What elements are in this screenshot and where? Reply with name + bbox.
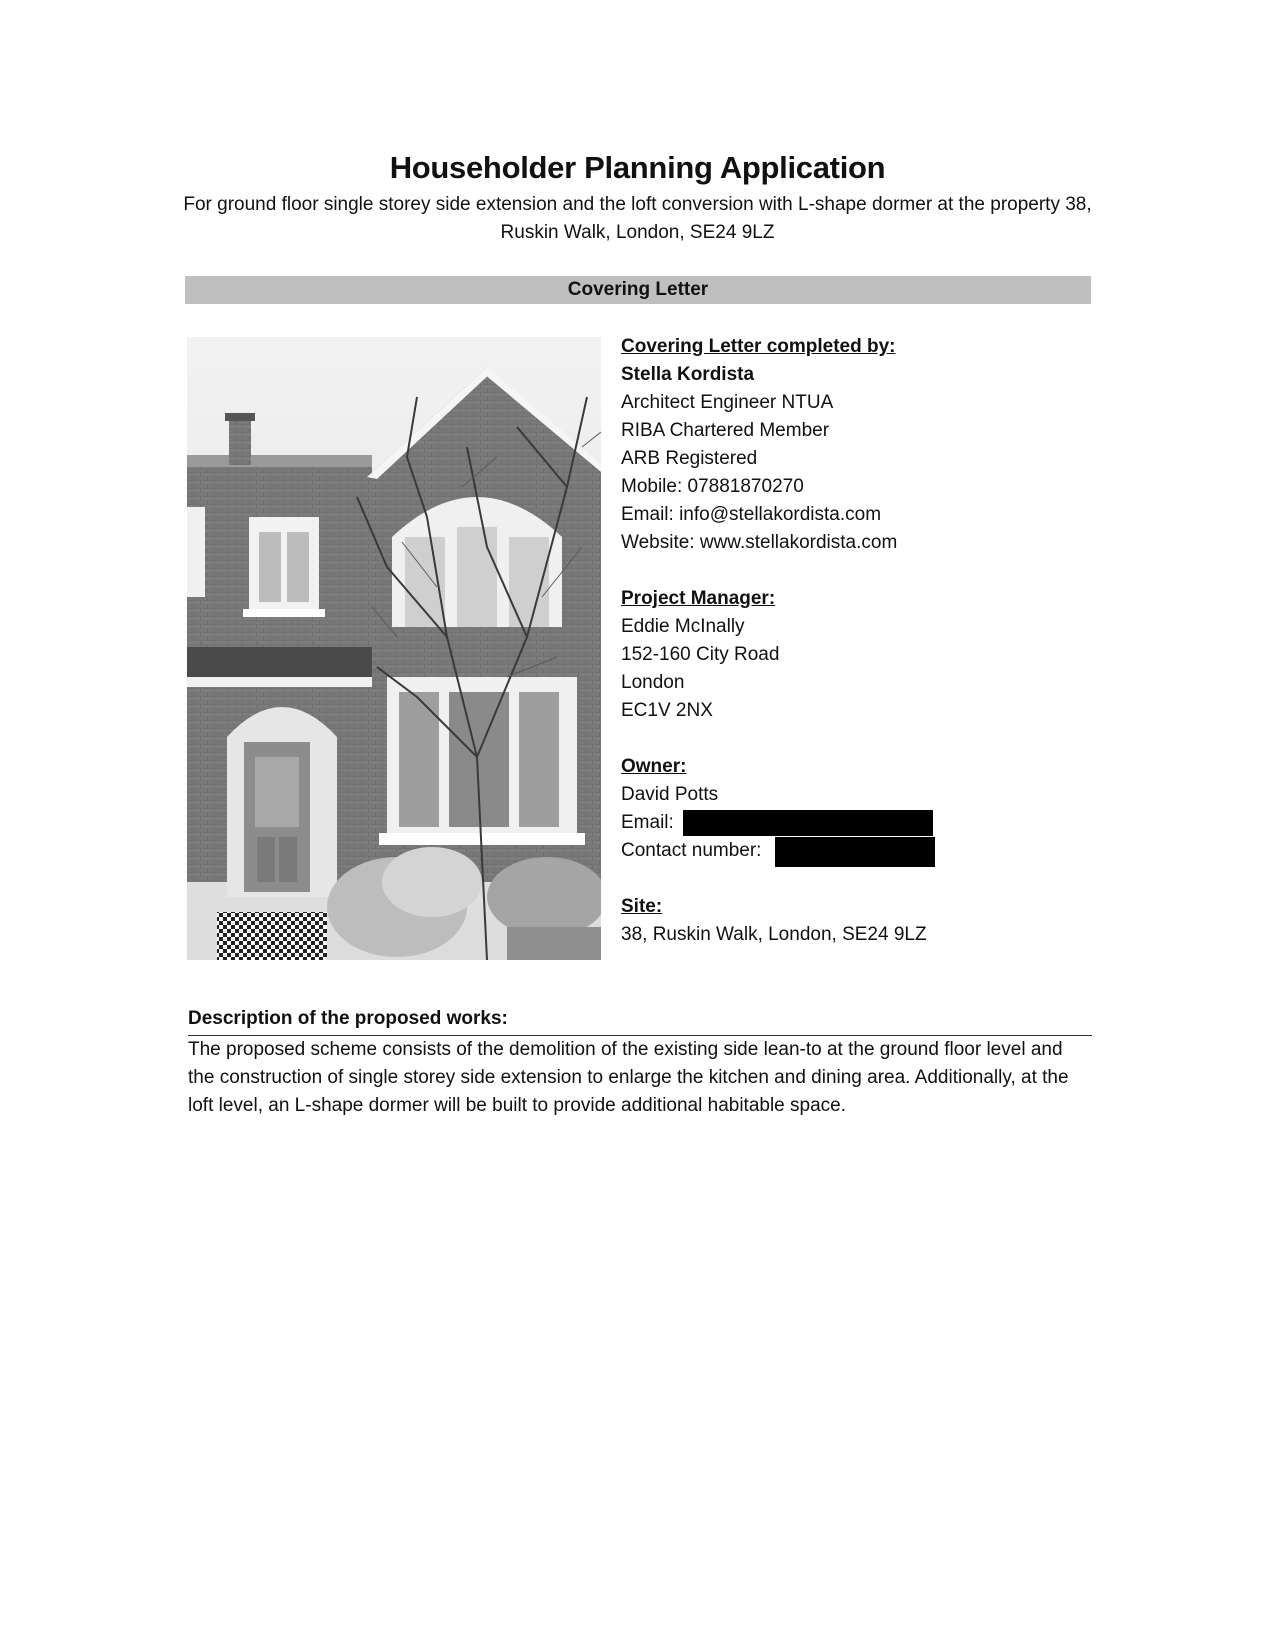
owner-email-row <box>621 809 1081 837</box>
owner-contact-row <box>621 837 1081 865</box>
architect-name: Stella Kordista <box>621 364 755 385</box>
owner-contact-label: Contact number: <box>621 840 762 861</box>
house-photo <box>187 337 601 960</box>
contact-details <box>621 333 1081 949</box>
redacted-phone-block <box>775 837 935 867</box>
completed-by-heading: Covering Letter completed by: <box>621 336 896 357</box>
document-title: Householder Planning Application <box>389 150 886 185</box>
owner-heading: Owner: <box>621 756 687 777</box>
architect-detail-line: RIBA Chartered Member <box>621 420 830 441</box>
project-manager-postcode: EC1V 2NX <box>621 700 713 721</box>
site-address: 38, Ruskin Walk, London, SE24 9LZ <box>621 924 927 945</box>
project-manager-name: Eddie McInally <box>621 616 745 637</box>
section-bar-covering-letter: Covering Letter <box>185 276 1091 304</box>
description-heading: Description of the proposed works: <box>188 1005 1092 1036</box>
house-photo-icon <box>187 337 601 960</box>
description-body: The proposed scheme consists of the demolition of the existing side lean-to at the ground floor level and the construction of single storey side extension to enlarge the kitchen and dining area. Additionally, at the loft level, an L-shape dormer will be built to provide additional habitable space. <box>188 1039 1069 1116</box>
redacted-email-block <box>683 810 933 836</box>
owner-email-label: Email: <box>621 812 674 833</box>
project-manager-address-line: London <box>621 672 685 693</box>
owner-name: David Potts <box>621 784 719 805</box>
architect-email: Email: info@stellakordista.com <box>621 504 882 525</box>
architect-detail-line: ARB Registered <box>621 448 758 469</box>
architect-detail-line: Architect Engineer NTUA <box>621 392 834 413</box>
document-subtitle: For ground floor single storey side extension and the loft conversion with L-shape dormer at the property 38, Ruskin Walk, London, SE24 9LZ <box>183 194 1092 243</box>
project-manager-heading: Project Manager: <box>621 588 776 609</box>
architect-mobile: Mobile: 07881870270 <box>621 476 804 497</box>
architect-website: Website: www.stellakordista.com <box>621 532 898 553</box>
site-heading: Site: <box>621 896 663 917</box>
project-manager-address-line: 152-160 City Road <box>621 644 780 665</box>
